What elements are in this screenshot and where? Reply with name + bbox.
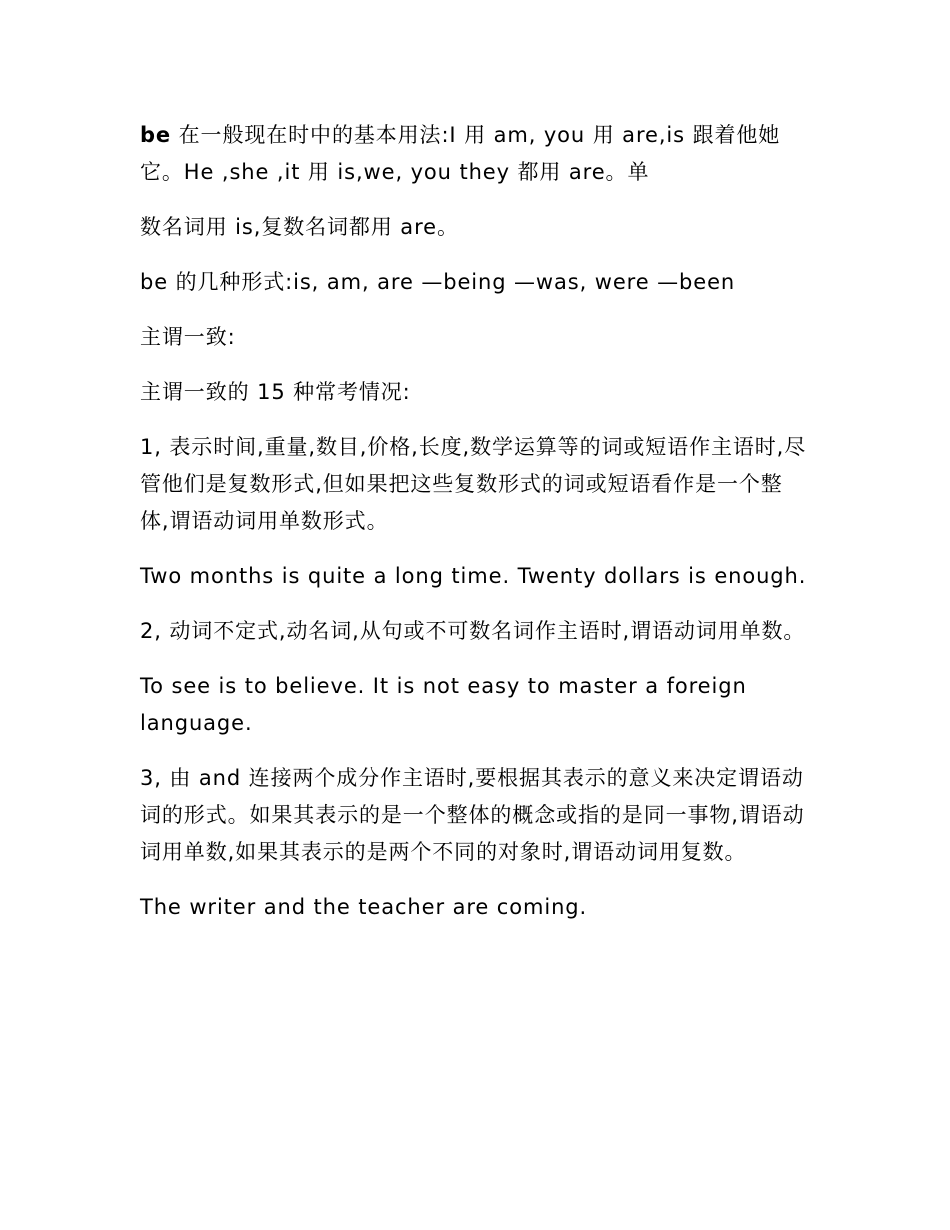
- bold-term-be: be: [140, 123, 172, 147]
- rule-3: 3, 由 and 连接两个成分作主语时,要根据其表示的意义来决定谓语动词的形式。如果其表示的是一个整体的概念或指的是同一事物,谓语动词用单数,如果其表示的是两个不同的对象时,谓语动词用复数。: [140, 766, 805, 864]
- example-1: Two months is quite a long time. Twenty dollars is enough.: [140, 564, 807, 588]
- example-2: To see is to believe. It is not easy to master a foreign language.: [140, 674, 747, 735]
- rule-1: 1, 表示时间,重量,数目,价格,长度,数学运算等的词或短语作主语时,尽管他们是复数形式,但如果把这些复数形式的词或短语看作是一个整体,谓语动词用单数形式。: [140, 435, 807, 533]
- heading-subject-verb-agreement: 主谓一致:: [140, 325, 236, 349]
- paragraph-noun-number: 数名词用 is,复数名词都用 are。: [140, 215, 459, 239]
- rule-2: 2, 动词不定式,动名词,从句或不可数名词作主语时,谓语动词用单数。: [140, 619, 806, 643]
- example-3: The writer and the teacher are coming.: [140, 895, 588, 919]
- paragraph-text: 在一般现在时中的基本用法:I 用 am, you 用 are,is 跟着他她它。He ,she ,it 用 is,we, you they 都用 are。单: [140, 123, 781, 184]
- heading-fifteen-cases: 主谓一致的 15 种常考情况:: [140, 380, 411, 404]
- document-body: [140, 117, 808, 944]
- paragraph-be-forms: be 的几种形式:is, am, are —being —was, were —been: [140, 270, 736, 294]
- paragraph-be-usage: [140, 117, 808, 191]
